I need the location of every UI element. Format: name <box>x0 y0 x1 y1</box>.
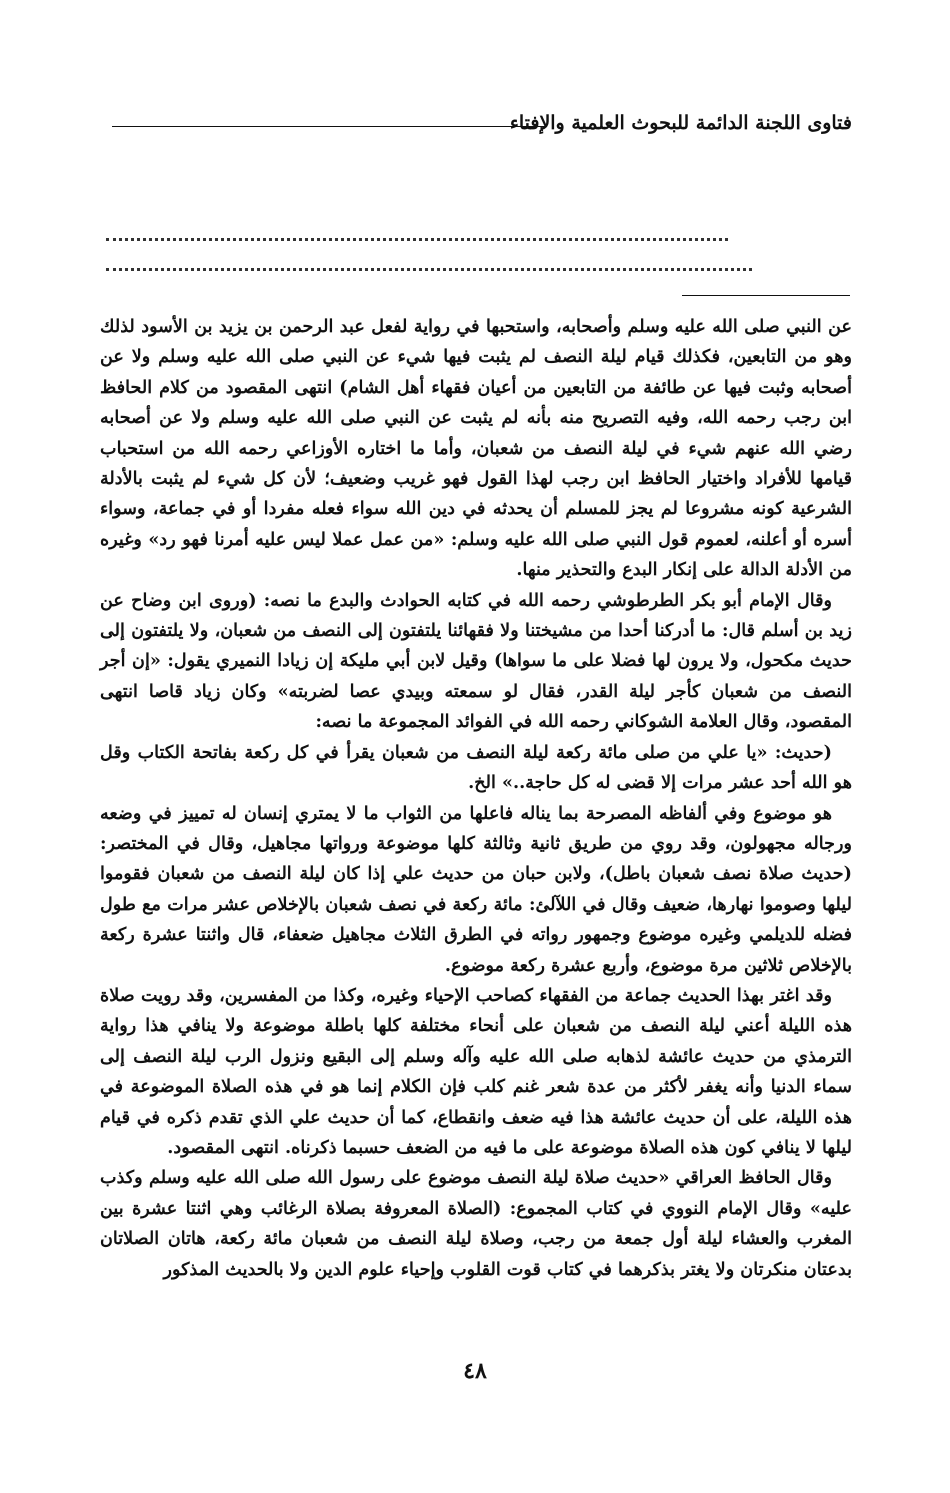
ellipsis-line <box>106 268 752 271</box>
running-header <box>112 108 852 138</box>
page-number: ٤٨ <box>463 1358 487 1384</box>
paragraph: وقال الحافظ العراقي «حديث صلاة ليلة النصف موضوع على رسول الله صلى الله عليه وسلم وكذب عليه» وقال الإمام النووي في كتاب المجموع: (الصلاة المعروفة بصلاة الرغائب وهي اثنتا عشرة بين المغرب والعشاء ليلة أول جمعة من رجب، وصلاة ليلة النصف من شعبان مائة ركعة، هاتان الصلاتان بدعتان منكرتان ولا يغتر بذكرهما في كتاب قوت القلوب وإحياء علوم الدين ولا بالحديث المذكور <box>100 1167 852 1280</box>
main-text <box>100 312 852 1285</box>
paragraph: (حديث: «يا علي من صلى مائة ركعة ليلة النصف من شعبان يقرأ في كل ركعة بفاتحة الكتاب وقل هو الله أحد عشر مرات إلا قضى له كل حاجة..» الخ. <box>100 741 852 794</box>
header-rule <box>112 126 547 127</box>
section-separator-rule <box>682 295 850 296</box>
ellipsis-line <box>106 238 728 241</box>
paragraph: وقال الإمام أبو بكر الطرطوشي رحمه الله في كتابه الحوادث والبدع ما نصه: (وروى ابن وضاح عن زيد بن أسلم قال: ما أدركنا أحدا من مشيختنا ولا فقهائنا يلتفتون إلى النصف من شعبان، ولا يلتفتون إلى حديث مكحول، ولا يرون لها فضلا على ما سواها) وقيل لابن أبي مليكة إن زيادا النميري يقول: «إن أجر النصف من شعبان كأجر ليلة القدر، فقال لو سمعته وبيدي عصا لضربته» وكان زياد قاصا انتهى المقصود، وقال العلامة الشوكاني رحمه الله في الفوائد المجموعة ما نصه: <box>100 589 852 733</box>
paragraph: وقد اغتر بهذا الحديث جماعة من الفقهاء كصاحب الإحياء وغيره، وكذا من المفسرين، وقد رويت صلاة هذه الليلة أعني ليلة النصف من شعبان على أنحاء مختلفة كلها باطلة موضوعة ولا ينافي هذا رواية الترمذي من حديث عائشة لذهابه صلى الله عليه وآله وسلم إلى البقيع ونزول الرب ليلة النصف إلى سماء الدنيا وأنه يغفر لأكثر من عدة شعر غنم كلب فإن الكلام إنما هو في هذه الصلاة الموضوعة في هذه الليلة، على أن حديث عائشة هذا فيه ضعف وانقطاع، كما أن حديث علي الذي تقدم ذكره في قيام ليلها لا ينافي كون هذه الصلاة موضوعة على ما فيه من الضعف حسبما ذكرناه. انتهى المقصود. <box>100 984 852 1158</box>
paragraph: عن النبي صلى الله عليه وسلم وأصحابه، واستحبها في رواية لفعل عبد الرحمن بن يزيد بن الأسود لذلك وهو من التابعين، فكذلك قيام ليلة النصف لم يثبت فيها شيء عن النبي صلى الله عليه وسلم ولا عن أصحابه وثبت فيها عن طائفة من التابعين من أعيان فقهاء أهل الشام) انتهى المقصود من كلام الحافظ ابن رجب رحمه الله، وفيه التصريح منه بأنه لم يثبت عن النبي صلى الله عليه وسلم ولا عن أصحابه رضي الله عنهم شيء في ليلة النصف من شعبان، وأما ما اختاره الأوزاعي رحمه الله من استحباب قيامها للأفراد واختيار الحافظ ابن رجب لهذا القول فهو غريب وضعيف؛ لأن كل شيء لم يثبت بالأدلة الشرعية كونه مشروعا لم يجز للمسلم أن يحدثه في دين الله سواء فعله مفردا أو في جماعة، وسواء أسره أو أعلنه، لعموم قول النبي صلى الله عليه وسلم: «من عمل عملا ليس عليه أمرنا فهو رد» وغيره من الأدلة الدالة على إنكار البدع والتحذير منها. <box>100 316 852 581</box>
book-title: فتاوى اللجنة الدائمة للبحوث العلمية والإفتاء <box>509 112 852 134</box>
paragraph: هو موضوع وفي ألفاظه المصرحة بما يناله فاعلها من الثواب ما لا يمتري إنسان له تمييز في وضعه ورجاله مجهولون، وقد روي من طريق ثانية وثالثة كلها موضوعة ورواتها مجاهيل، وقال في المختصر: (حديث صلاة نصف شعبان باطل)، ولابن حبان من حديث علي إذا كان ليلة النصف من شعبان فقوموا ليلها وصوموا نهارها، ضعيف وقال في اللآلئ: مائة ركعة في نصف شعبان بالإخلاص عشر مرات مع طول فضله للديلمي وغيره موضوع وجمهور رواته في الطرق الثلاث مجاهيل ضعفاء، قال واثنتا عشرة ركعة بالإخلاص ثلاثين مرة موضوع، وأربع عشرة ركعة موضوع. <box>100 802 852 976</box>
